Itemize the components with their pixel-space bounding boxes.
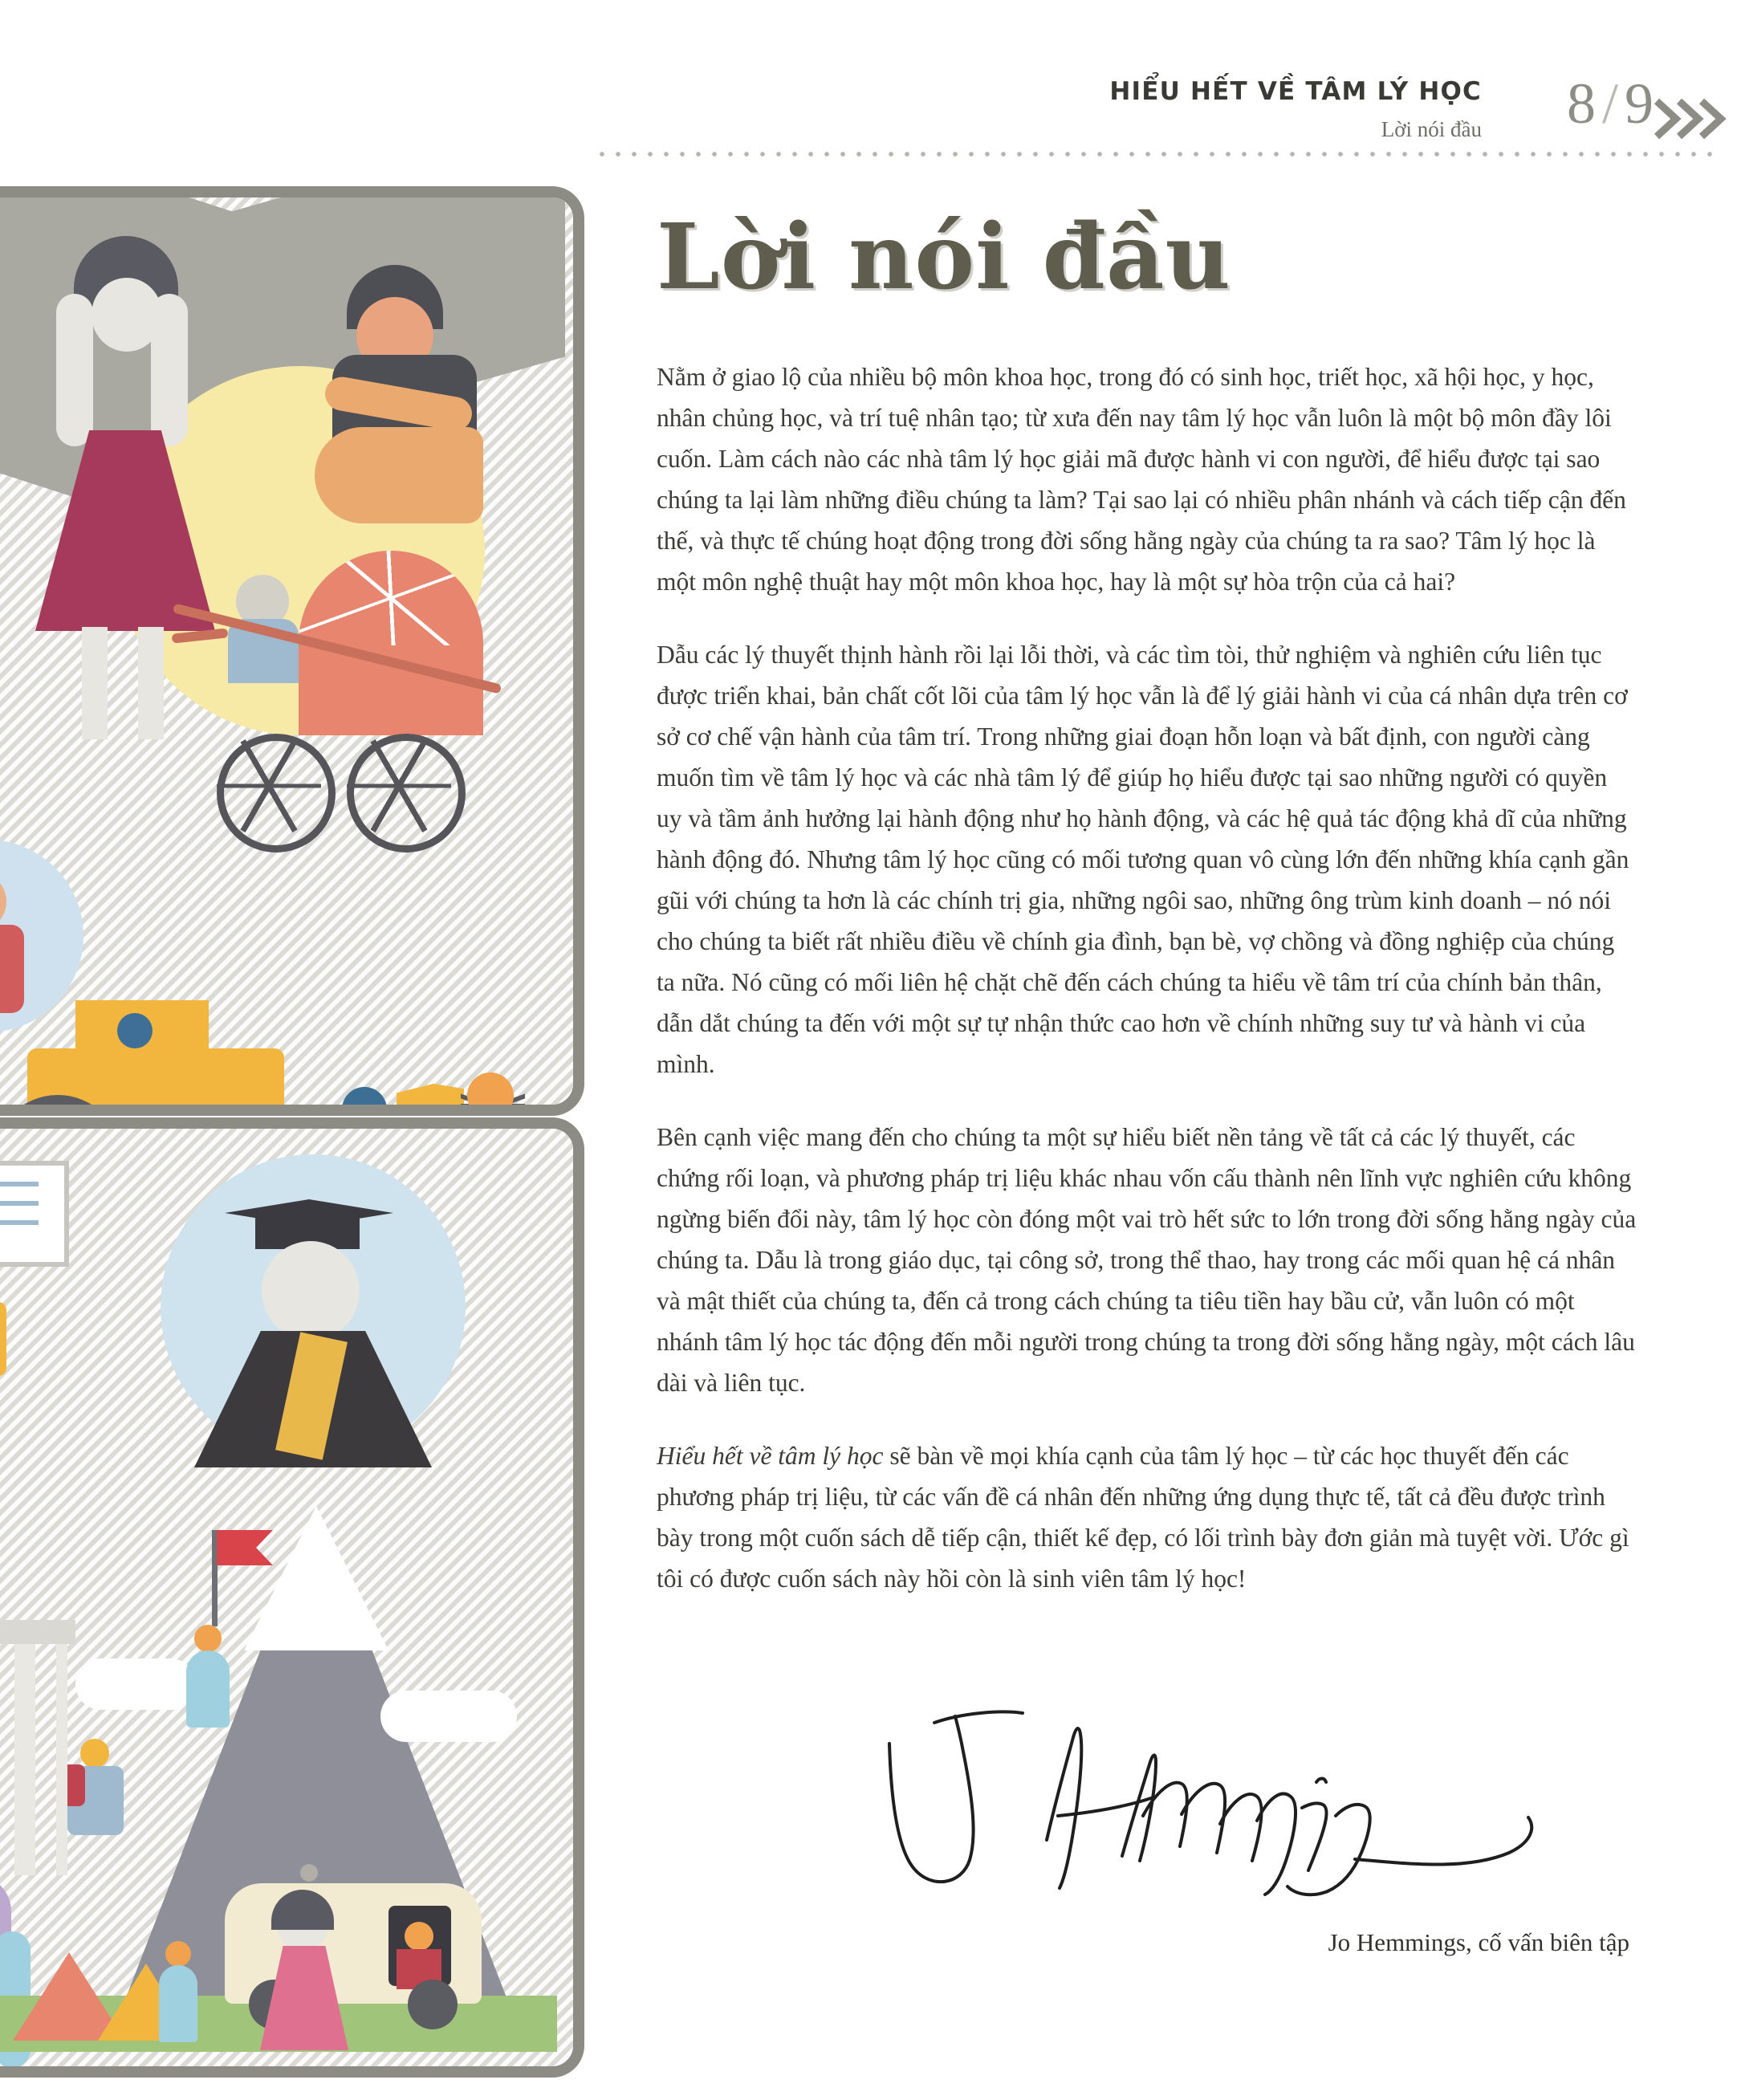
page-number-separator: / bbox=[1601, 71, 1621, 136]
illustration-panel-top bbox=[0, 186, 584, 1116]
paragraph-4 bbox=[657, 1435, 1637, 1599]
standing-person-head bbox=[467, 1072, 514, 1116]
paragraph-2: Dẫu các lý thuyết thịnh hành rồi lại lỗi thời, và các tìm tòi, thử nghiệm và nghiên cứu liên tục được triển khai, bản chất cốt lõi của tâm lý học vẫn là để lý giải hành vi của cá nhân dựa trên cơ sở cơ chế vận hành của tâm trí. Trong những giai đoạn hỗn loạn và bất định, con người càng muốn tìm về tâm lý học và các nhà tâm lý để giúp họ hiểu được tại sao những người có quyền uy và tầm ảnh hưởng lại hành động như họ hành động, và các hệ quả tác động khả dĩ của những hành động đó. Nhưng tâm lý học cũng có mối tương quan vô cùng lớn đến những khía cạnh gần gũi với chúng ta hơn là các chính trị gia, những ngôi sao, những ông trùm kinh doanh – nó nói cho chúng ta biết rất nhiều điều về chính gia đình, bạn bè, vợ chồng và đồng nghiệp của chúng ta nữa. Nó cũng có mối liên hệ chặt chẽ đến cách chúng ta hiểu về tâm trí của chính bản thân, dẫn dắt chúng ta đến với một sự tự nhận thức cao hơn về chính những suy tư và hành vi của mình. bbox=[657, 640, 1629, 1078]
child-body bbox=[0, 925, 24, 1013]
tractor-driver-head bbox=[117, 1013, 153, 1048]
whiteboard-lines bbox=[0, 1182, 39, 1235]
foreword-content bbox=[657, 205, 1637, 1957]
cloud-right bbox=[380, 1691, 517, 1742]
woman-leg-right bbox=[138, 627, 164, 739]
waving-person-body bbox=[186, 1650, 230, 1728]
pram-spokes-right bbox=[347, 734, 451, 838]
double-chevron-right-icon bbox=[1652, 96, 1729, 141]
child-waving-body bbox=[159, 1965, 197, 2042]
camper-roof-vent bbox=[300, 1864, 318, 1882]
climber-head bbox=[80, 1739, 109, 1768]
graduate-face bbox=[262, 1241, 360, 1341]
waving-person-head bbox=[194, 1625, 222, 1652]
camper-wheel-right bbox=[408, 1980, 458, 2029]
book-title: HIỂU HẾT VỀ TÂM LÝ HỌC bbox=[1109, 77, 1482, 106]
illustration-panel-bottom bbox=[0, 1117, 584, 2078]
woman-arm-left bbox=[56, 294, 93, 446]
building-columns bbox=[0, 1642, 67, 1875]
woman-arm-right bbox=[151, 294, 188, 446]
page-header bbox=[0, 50, 1737, 146]
camper-person-head bbox=[405, 1922, 433, 1951]
signature-block bbox=[657, 1695, 1637, 1957]
page-number-right: 9 bbox=[1625, 71, 1657, 136]
page-number bbox=[1567, 71, 1657, 137]
section-name: Lời nói đầu bbox=[1381, 117, 1482, 141]
handwritten-signature bbox=[857, 1695, 1540, 1936]
pram-spokes-left bbox=[217, 734, 321, 838]
paragraph-1: Nằm ở giao lộ của nhiều bộ môn khoa học, trong đó có sinh học, triết học, xã hội học, y học, nhân chủng học, và trí tuệ nhân tạo; từ xưa đến nay tâm lý học vẫn luôn là một bộ môn đầy lôi cuốn. Làm cách nào các nhà tâm lý học giải mã được hành vi con người, để hiểu được tại sao chúng ta lại làm những điều chúng ta làm? Tại sao lại có nhiều phân nhánh và cách tiếp cận đến thế, và thực tế chúng hoạt động trong đời sống hằng ngày của chúng ta ra sao? Tâm lý học là một môn nghệ thuật hay một môn khoa học, hay là một sự hòa trộn của cả hai? bbox=[657, 362, 1626, 596]
man-legs bbox=[315, 427, 483, 523]
signature-caption: Jo Hemmings, cố vấn biên tập bbox=[1328, 1928, 1629, 1957]
cloud-left bbox=[75, 1658, 196, 1710]
illustration-column bbox=[0, 186, 596, 2057]
book-title-italic: Hiểu hết về tâm lý học bbox=[657, 1441, 884, 1470]
flag-pole bbox=[212, 1530, 218, 1626]
paragraph-4-rest: sẽ bàn về mọi khía cạnh của tâm lý học – từ các học thuyết đến các phương pháp trị liệu, từ các vấn đề cá nhân đến những ứng dụng thực tế, tất cả đều được trình bày trong một cuốn sách dễ tiếp cận, thiết kế đẹp, có lối trình bày đơn giản mà tuyệt vời. Ước gì tôi có được cuốn sách này hồi còn là sinh viên tâm lý học! bbox=[657, 1441, 1629, 1593]
page-number-left: 8 bbox=[1566, 71, 1599, 136]
teacher-body bbox=[0, 1302, 6, 1376]
woman-leg-left bbox=[82, 627, 108, 739]
paragraph-3: Bên cạnh việc mang đến cho chúng ta một sự hiểu biết nền tảng về tất cả các lý thuyết, các chứng rối loạn, và phương pháp trị liệu khác nhau vốn cấu thành nên lĩnh vực nghiên cứu không ngừng biến đổi này, tâm lý học còn đóng một vai trò hết sức to lớn trong đời sống hằng ngày của chúng ta. Dẫu là trong giáo dục, tại công sở, trong thể thao, hay trong các mối quan hệ cá nhân và mật thiết của chúng ta, đến cả trong cách chúng ta tiêu tiền hay bầu cử, vẫn luôn có một nhánh tâm lý học tác động đến mỗi người trong chúng ta trong đời sống hằng ngày, một cách lâu dài và liên tục. bbox=[657, 1122, 1637, 1397]
header-dotted-divider bbox=[594, 151, 1715, 157]
building-roof bbox=[0, 1620, 75, 1644]
child-waving-head bbox=[165, 1941, 191, 1967]
page-title: Lời nói đầu bbox=[657, 205, 1231, 310]
